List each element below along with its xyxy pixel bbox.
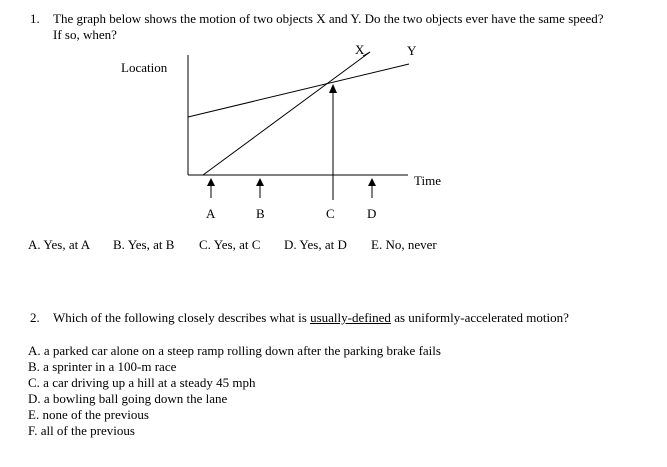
arrow-b-head [256, 178, 264, 186]
question-2-choice-f: F. all of the previous [28, 423, 135, 438]
question-2-text-after: as uniformly-accelerated motion? [390, 310, 569, 325]
arrow-head-c [329, 84, 337, 93]
question-2-choice-c: C. a car driving up a hill at a steady 45 mph [28, 375, 256, 390]
question-2-choice-a: A. a parked car alone on a steep ramp rolling down after the parking brake fails [28, 343, 441, 358]
question-1-choice-e: E. No, never [371, 237, 437, 252]
question-2-choice-b: B. a sprinter in a 100-m race [28, 359, 177, 374]
point-label-b: B [256, 206, 265, 221]
line-x [203, 52, 370, 175]
line-y-label: Y [407, 43, 417, 58]
question-2-choice-e: E. none of the previous [28, 407, 149, 422]
question-2-number: 2. [30, 310, 40, 325]
arrow-d-head [368, 178, 376, 186]
graph-x-axis-label: Time [414, 173, 441, 188]
question-1-choice-b: B. Yes, at B [113, 237, 175, 252]
question-2-text-underlined: usually-defined [310, 310, 391, 325]
question-1-choice-c: C. Yes, at C [199, 237, 261, 252]
arrow-a-head [207, 178, 215, 186]
question-1-choice-d: D. Yes, at D [284, 237, 347, 252]
question-1-choice-a: A. Yes, at A [28, 237, 91, 252]
point-label-d: D [367, 206, 377, 221]
graph-y-axis-label: Location [121, 60, 168, 75]
question-1-text-line-2: If so, when? [53, 27, 117, 42]
line-y [188, 64, 409, 117]
question-1-number: 1. [30, 11, 40, 26]
question-2-text-before: Which of the following closely describes what is [53, 310, 311, 325]
point-label-c: C [326, 206, 335, 221]
question-2-choice-d: D. a bowling ball going down the lane [28, 391, 228, 406]
point-label-a: A [206, 206, 216, 221]
question-1-text-line-1: The graph below shows the motion of two objects X and Y. Do the two objects ever have the same speed? [53, 11, 604, 26]
question-2-text [53, 311, 569, 324]
line-x-label: X [355, 42, 365, 57]
